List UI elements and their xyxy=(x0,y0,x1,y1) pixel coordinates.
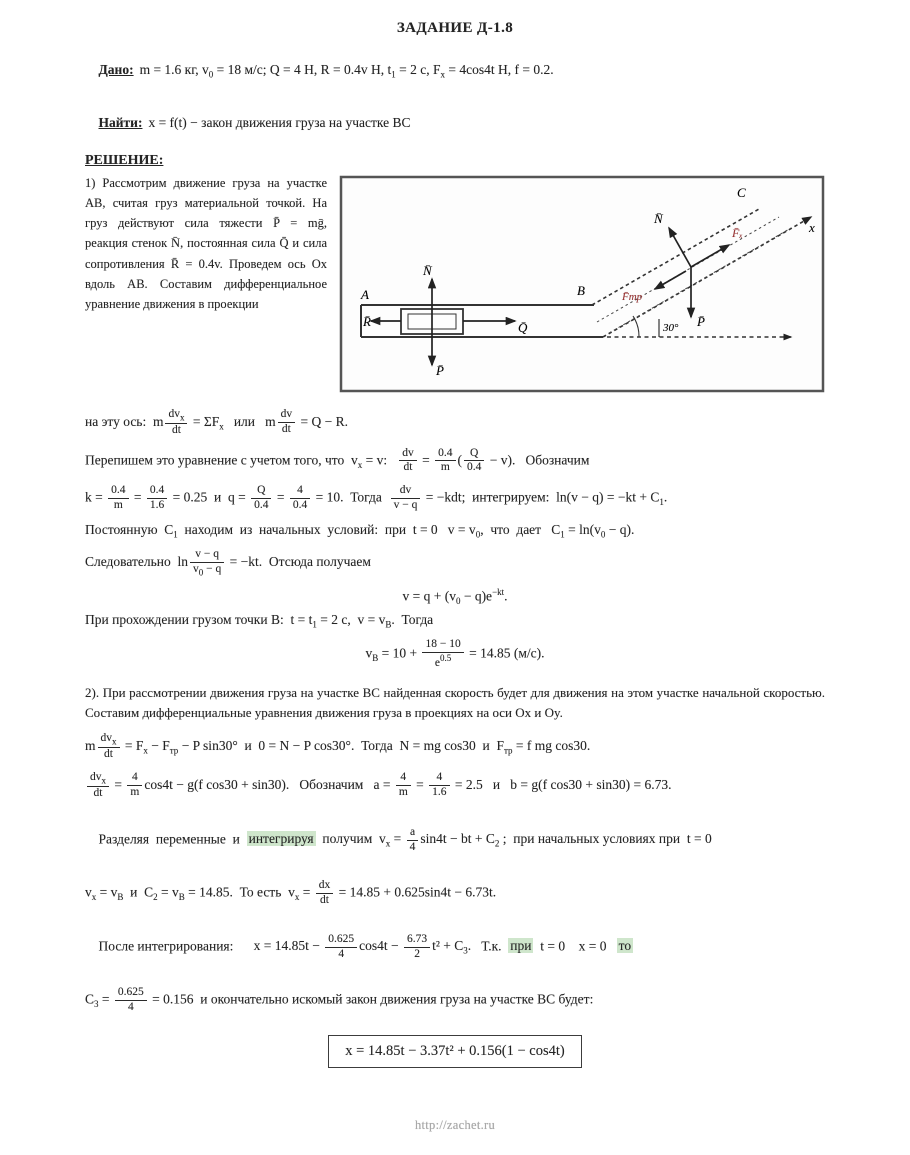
label-point-b: В xyxy=(577,282,585,298)
eq11-text-a: Разделяя переменные и xyxy=(98,831,247,847)
page-title: ЗАДАНИЕ Д-1.8 xyxy=(396,20,514,36)
figure-diagram xyxy=(339,175,825,393)
label-force-p2: P̄ xyxy=(697,313,705,329)
given-label: Дано: xyxy=(98,62,134,77)
footer-watermark-url: http://zachet.ru xyxy=(414,1118,496,1132)
equation-6: $v = q + (v_0 - q)e^{-kt}$. xyxy=(402,587,508,607)
eq13-highlighted-to: то xyxy=(618,938,632,954)
find-text: x = f(t) − закон движения груза на участке ВС xyxy=(148,114,411,130)
equation-4: Постоянную $C_1$ находим из начальных условий: при t = 0 $v = v_0$, что дает $C_1 = \ln(v_0 - q)$. xyxy=(85,521,635,540)
eq11-highlighted-word: интегрируя xyxy=(248,831,314,847)
equation-13 xyxy=(85,917,825,978)
label-x-axis: x xyxy=(809,219,815,235)
equation-8: $v_В = 10$ + $\frac{18 - 10}{e^{0.5}}$ = 14.85 (м/с). xyxy=(365,638,545,669)
label-force-q: Q̄ xyxy=(518,319,528,335)
eq13-intro: После интегрирования: xyxy=(98,938,254,954)
label-force-n1: N̄ xyxy=(423,262,432,278)
equation-5: Следовательно ln $\frac{v - q}{v_0 - q}$ = −kt. Отсюда получаем xyxy=(85,548,371,578)
equation-7: При прохождении грузом точки В: $t = t_1 = 2$ с, $v = v_В$. Тогда xyxy=(85,611,434,630)
final-answer-box: x = 14.85t − 3.37t² + 0.156(1 − cos4t) xyxy=(328,1035,582,1068)
find-label: Найти: xyxy=(98,114,143,130)
equation-3: k = $\frac{0.4}{m}$ = $\frac{0.4}{1.6}$ = 0.25 и q = $\frac{Q}{0.4}$ = $\frac{4}{0.4}$ = 10. Тогда $\frac{dv}{v - q}$ = −kdt; интегрируем: $\ln(v - q) = -kt + C_1$. xyxy=(85,484,668,511)
label-force-ftr: F̄тр xyxy=(622,290,643,303)
solution-paragraph-2: 2). При рассмотрении движения груза на участке ВС найденная скорость будет для движения на этом участке начальной скоростью. Составим дифференциальные уравнения движения груза в проекциях на оси Ox и Oy. xyxy=(85,684,825,720)
equation-11 xyxy=(85,810,825,871)
label-force-n2: N̄ xyxy=(654,210,663,226)
eq13-text-e: x = 0 xyxy=(578,938,617,954)
mechanics-figure xyxy=(339,175,825,393)
label-point-a: А xyxy=(361,286,369,302)
eq11-text-b: получим $v_x$ = $\frac{a}{4}$ sin4t − bt + $C_2$ ; при начальных условиях при t = 0 xyxy=(315,825,712,853)
solution-header: РЕШЕНИЕ: xyxy=(85,152,164,168)
label-point-c: С xyxy=(737,184,746,200)
eq13-highlighted-pri: при xyxy=(510,938,532,954)
answer-row xyxy=(85,1035,825,1068)
label-force-p1: P̄ xyxy=(436,362,444,378)
eq13-formula: x = 14.85t − $\frac{0.625}{4}$ cos4t − $\frac{6.73}{2}$ $t^2 + C_3$. xyxy=(253,932,472,960)
solution-section-1 xyxy=(85,171,825,399)
label-force-r: R̄ xyxy=(363,313,371,329)
given-values: m = 1.6 кг, $v_0 = 18$ м/с; Q = 4 Н, R = 0.4v Н, $t_1 = 2$ с, $F_x = 4\cos 4t$ Н, f = 0.2. xyxy=(139,62,554,80)
equation-14: $C_3$ = $\frac{0.625}{4}$ = 0.156 и окончательно искомый закон движения груза на участке ВС будет: xyxy=(85,986,594,1014)
eq13-text-c: Т.к. xyxy=(471,938,509,954)
given-line xyxy=(85,46,825,96)
eq13-text-d: t = 0 xyxy=(533,938,579,954)
solution-paragraph-1: 1) Рассмотрим движение груза на участке АВ, считая груз материальной точкой. На груз действуют сила тяжести P̄ = mḡ, реакция стенок N̄, постоянная сила Q̄ и сила сопротивления R̄ = 0.4v. Проведем ось Ox вдоль АВ. Составим дифференциальное уравнение движения в проекции xyxy=(85,175,327,312)
equation-10: $\frac{dv_x}{dt}$ = $\frac{4}{m}$ cos4t − g(f cos30 + sin30). Обозначим a = $\frac{4}{m}$ = $\frac{4}{1.6}$ = 2.5 и b = g(f cos30 + sin30) = 6.73. xyxy=(85,771,825,801)
equation-9: m $\frac{dv_x}{dt}$ = $F_x - F_{тр} - P$ sin30° и 0 = N − P cos30°. Тогда N = mg cos30 и $F_{тр} = f$ mg cos30. xyxy=(85,731,591,761)
label-force-fx: F̄ₓ xyxy=(732,225,743,240)
label-angle: 30° xyxy=(663,321,679,334)
find-line xyxy=(85,99,825,147)
equation-1: на эту ось: m $\frac{dv_x}{dt}$ = $\Sigma F_x$ или m $\frac{dv}{dt}$ = Q − R. xyxy=(85,407,348,436)
equation-12: $v_x = v_В$ и $C_2 = v_В = 14.85$. То есть $v_x$ = $\frac{dx}{dt}$ = 14.85 + 0.625sin4t − 6.73t. xyxy=(85,879,497,907)
equation-2: Перепишем это уравнение с учетом того, что $v_x = v$: $\frac{dv}{dt}$ = $\frac{0.4}{m}$ ( $\frac{Q}{0.4}$ − v). Обозначим xyxy=(85,446,590,474)
